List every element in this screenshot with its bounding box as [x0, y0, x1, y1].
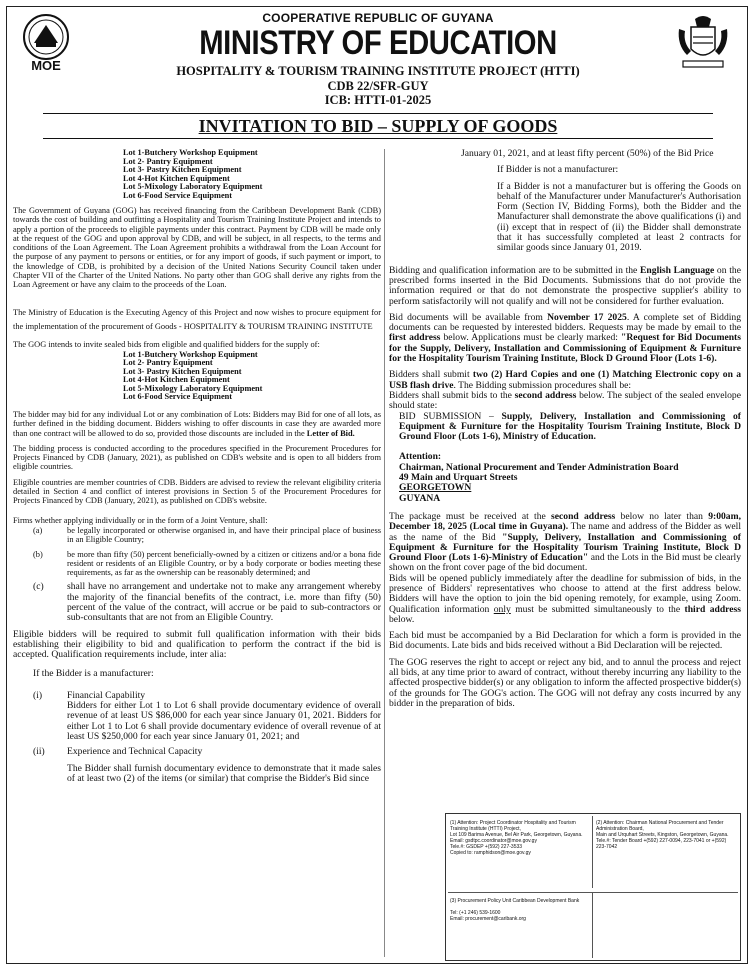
lot-item: Lot 4-Hot Kitchen Equipment	[123, 375, 230, 385]
attention-label: Attention:	[399, 451, 442, 463]
gog-rights-paragraph: The GOG reserves the right to accept or reject any bid, and to annul the process and reject all bids, at any time prior to award of contract, without thereby incurring any liability to the affected prospective bidder(s) or any obligation to inform the affected prospective bidder(s) of the grounds for The GOG's action. The GOG will not defray any costs incurred by any bidder in the preparation of bids.	[389, 656, 741, 709]
lot-item: Lot 3- Pastry Kitchen Equipment	[123, 165, 242, 174]
firms-paragraph: Firms whether applying individually or in the form of a Joint Venture, shall:	[13, 515, 268, 525]
lot-item: Lot 2- Pantry Equipment	[123, 156, 213, 166]
criterion-i	[33, 691, 381, 742]
deadline-text-3: The name and address of the Bidder as well as the name of the Bid	[389, 521, 741, 543]
executing-agency-paragraph: The Ministry of Education is the Executing Agency of this Project and now wishes to procure equipment for the implementation of the procurement of Goods - HOSPITALITY & TOURISM TRAINING INSTITUTE	[13, 307, 381, 331]
deadline-text-2: below no later than	[615, 510, 709, 522]
requirement-a-text: be legally incorporated or otherwise organised in, and have their principal place of business in an Eligible Country;	[67, 525, 381, 545]
requirement-b-text: be more than fifty (50) percent beneficially-owned by a citizen or citizens and/or a bona fide resident or residents of an Eligible Country, or by a body corporate or bodies meeting these requirements, as far as the ownership can be reasonably determined; and	[67, 549, 381, 578]
envelope-subject-text: Supply, Delivery, Installation and Commissioning of Equipment & Furniture for the Hospitality Tourism Training Institute, Block D Ground Floor (Lots 1-6), Ministry of Education.	[399, 410, 741, 443]
requirement-a-mark: (a)	[33, 525, 43, 535]
envelope-subject	[399, 412, 741, 443]
lot-item: Lot 2- Pantry Equipment	[123, 358, 213, 368]
opening-text-3: below.	[389, 613, 415, 625]
copies-text-2: . The Bidding submission procedures shall be:	[453, 379, 632, 391]
opening-text-2: must be submitted simultaneously to the	[510, 603, 685, 615]
bidding-process-paragraph: The bidding process is conducted according to the procedures specified in the Procurement Procedures for Projects Financed by CDB (January, 2021), as published on CDB's website and is open to all bidders from eligible countries.	[13, 443, 381, 472]
lot-item: Lot 6-Food Service Equipment	[123, 190, 233, 200]
copies-text-1: Bidders shall submit	[389, 369, 473, 381]
requirement-a	[33, 526, 381, 545]
submission-paragraph	[389, 391, 741, 412]
invite-paragraph: The GOG intends to invite sealed bids from eligible and qualified bidders for the supply of:	[13, 339, 320, 349]
ministry-title: MINISTRY OF EDUCATION	[199, 24, 557, 62]
notice-header	[7, 7, 748, 117]
project-title: HOSPITALITY & TOURISM TRAINING INSTITUTE PROJECT (HTTI)	[176, 64, 580, 78]
lots-bidding-text: The bidder may bid for any individual Lot or any combination of Lots: Bidders may Bid for one of all lots, as further defined in the bidding document. Bidders wishing to offer discounts in case they are awarded more than one contract will be allowed to do so, provided those discounts are included in the	[13, 409, 381, 438]
lot-item: Lot 6-Food Service Equipment	[123, 392, 233, 402]
financing-paragraph: The Government of Guyana (GOG) has received financing from the Caribbean Development Bank (CDB) towards the cost of building and outfitting a Hospitality and Tourism Training Institute Project and intends to apply a portion of the proceeds to eligible payments under this contract. Payment by CDB will be made only at the request of the GOG and upon approval by CDB, and will be subject, in all respects, to the terms and conditions of the Loan Agreement. The Loan Agreement prohibits a withdrawal from the Loan Account for the purpose of any payment to persons or entities, or for any import of goods, if such payment or import, to the knowledge of CDB, is prohibited by a decision of the United Nations Security Council taken under Chapter VII of the Charter of the United Nations. No party other than GOG shall derive any rights from the Loan Agreement or have any claim to the proceeds of the Loan.	[13, 206, 381, 290]
contact-divider	[448, 892, 738, 893]
letter-of-bid-text: Letter of Bid.	[306, 428, 355, 438]
lots-bidding-paragraph	[13, 410, 381, 438]
tender-notice-page	[6, 6, 748, 964]
contact-second-address	[596, 820, 736, 850]
requirement-c-mark: (c)	[33, 581, 44, 593]
requirement-c	[33, 582, 381, 623]
criterion-ii-mark: (ii)	[33, 746, 45, 758]
coat-of-arms-icon	[673, 15, 733, 73]
contact-title: (3) Procurement Policy Unit Caribbean Development Bank	[450, 898, 580, 904]
opening-paragraph	[389, 574, 741, 625]
non-manufacturer-paragraph: If a Bidder is not a manufacturer but is offering the Goods on behalf of the Manufacturer under Manufacturer's Authorisation Form (Section IV, Bidding Forms), both the Bidder and the Manufacturer shall demonstrate the above qualifications (i) and (ii) except that in respect of (ii) the Bidder shall demonstrate that it has successfully completed at least 2 contracts for similar goods since January 01, 2019.	[497, 180, 741, 254]
documents-paragraph	[389, 313, 741, 364]
criterion-ii-text: The Bidder shall furnish documentary evidence to demonstrate that it made sales of at least two (2) of the items (or similar) that comprise the Bidder's Bid since	[67, 762, 381, 784]
banner-title: INVITATION TO BID – SUPPLY OF GOODS	[198, 116, 558, 136]
criterion-ii	[33, 747, 381, 784]
criterion-ii-title: Experience and Technical Capacity	[67, 746, 203, 758]
contact-phone: Tele.#: Tender Board +(592) 227-0094, 223-7041 or +(592) 223-7042	[596, 838, 727, 850]
documents-text-2: . A complete set of Bidding documents can be requested by interested bidders. Requests may be made by email to the	[389, 311, 742, 334]
lot-item: Lot 1-Butchery Workshop Equipment	[123, 349, 258, 359]
deadline-text-1: The package must be received at the	[389, 510, 552, 522]
republic-line: COOPERATIVE REPUBLIC OF GUYANA	[262, 11, 494, 25]
contact-address: Main and Urquhart Streets, Kingston, Georgetown, Guyana.	[596, 832, 729, 838]
left-column	[13, 149, 381, 789]
submission-text-2: below. The subject of the sealed envelope should state:	[389, 389, 741, 412]
contact-first-address	[450, 820, 590, 856]
opening-third-address: third address	[684, 603, 741, 615]
envelope-subject-label: BID SUBMISSION –	[399, 410, 502, 422]
bid-declaration-paragraph: Each bid must be accompanied by a Bid Declaration for which a form is provided in the Bid documents. Late bids and bids received without a Bid Declaration will be rejected.	[389, 630, 741, 652]
submission-second-address: second address	[514, 389, 577, 401]
contact-divider	[592, 892, 593, 958]
contact-addresses-box	[445, 813, 741, 961]
requirement-b	[33, 550, 381, 578]
submission-text-1: Bidders shall submit bids to the	[389, 389, 515, 401]
criterion-i-title: Financial Capability	[67, 689, 146, 701]
logo-text: MOE	[31, 58, 61, 73]
documents-text-3: below. Applications must be clearly marked:	[440, 332, 622, 344]
language-paragraph	[389, 266, 741, 307]
copies-paragraph	[389, 370, 741, 391]
requirement-b-mark: (b)	[33, 549, 43, 559]
lot-item: Lot 5-Mixology Laboratory Equipment	[123, 383, 263, 393]
copies-emphasis: two (2) Hard Copies and one (1) Matching Electronic copy on a USB flash drive	[389, 369, 742, 391]
right-column	[389, 149, 741, 715]
lot-item: Lot 1-Butchery Workshop Equipment	[123, 148, 258, 157]
lot-list-bottom	[123, 351, 381, 402]
contact-email: Email: procurement@caribank.org	[450, 916, 526, 922]
opening-only: only	[493, 603, 511, 615]
contact-copy: Copied to: ramphidson@moe.gov.gy	[450, 850, 531, 856]
manufacturer-heading: If the Bidder is a manufacturer:	[33, 667, 154, 679]
qualification-paragraph: Eligible bidders will be required to submit full qualification information with their bids establishing their eligibility to bid and qualification to perform the contract if the bid is accepted. Qualification requirements include, inter alia:	[13, 628, 381, 661]
lot-item: Lot 5-Mixology Laboratory Equipment	[123, 182, 263, 191]
experience-continuation: January 01, 2021, and at least fifty percent (50%) of the Bid Price	[461, 148, 714, 159]
attention-line: Chairman, National Procurement and Tender Administration Board	[399, 461, 679, 473]
contact-address: Lot 109 Barima Avenue, Bel Air Park, Georgetown, Guyana.	[450, 832, 583, 838]
icb-reference: ICB: HTTI-01-2025	[324, 93, 432, 107]
attention-line: 49 Main and Urquart Streets	[399, 472, 518, 484]
criterion-i-text: Bidders for either Lot 1 to Lot 6 shall provide documentary evidence of overall revenue of at least US $86,000 for each year since January 01, 2021. Bidders for either Lot 1 to Lot 6 shall provide documentary evidence of overall revenue of at least US $250,000 for each year since January 01, 2021; and	[67, 700, 381, 742]
opening-text-1: Bids will be opened publicly immediately after the deadline for submission of bids, in the presence of Bidders' representatives who choose to attend at the first address below. Bidders will have the option to join the bid opening remotely, for example, using Zoom. Qualification information	[389, 572, 741, 615]
attention-line: GUYANA	[399, 492, 441, 504]
language-emphasis: English Language	[640, 264, 715, 276]
contact-phone: Tele.#: GSDEP +(592) 227-3533	[450, 844, 523, 850]
contact-phone: Tel: (+1 246) 539-1600	[450, 910, 501, 916]
lot-item: Lot 3- Pastry Kitchen Equipment	[123, 366, 242, 376]
documents-date: November 17 2025	[547, 311, 627, 323]
cdb-reference: CDB 22/SFR-GUY	[327, 79, 429, 93]
deadline-datetime: 9:00am, December 18, 2025 (Local time in Guyana).	[389, 510, 741, 533]
contact-email: Email: gsdtpc.coordinator@moe.gov.gy	[450, 838, 537, 844]
requirement-c-text: shall have no arrangement and undertake not to make any arrangement whereby the majority of the financial benefits of the contract, i.e. more than fifty (50) percent of the value of the contract, will accrue or be paid to sub-contractors or sub-consultants that are not from an Eligible Country.	[67, 581, 381, 624]
notice-banner	[43, 113, 713, 139]
contact-title: (2) Attention: Chairman National Procurement and Tender Administration Board,	[596, 820, 724, 832]
language-text-1: Bidding and qualification information are to be submitted in the	[389, 264, 641, 276]
documents-first-address: first address	[389, 332, 441, 344]
column-divider	[384, 149, 385, 957]
contact-divider	[592, 816, 593, 888]
attention-line: GEORGETOWN	[399, 482, 472, 494]
lot-list-top	[123, 149, 381, 200]
lot-item: Lot 4-Hot Kitchen Equipment	[123, 173, 230, 183]
deadline-text-4: and the Lots in the Bid must be clearly shown on the front cover page of the bid document.	[389, 552, 741, 574]
deadline-bid-name: "Supply, Delivery, Installation and Commissioning of Equipment & Furniture for the Hospitality Tourism Training Institute, Block D Ground Floor (Lots 1-6)-Ministry of Education"	[389, 531, 742, 564]
criterion-i-mark: (i)	[33, 689, 43, 701]
non-manufacturer-heading: If Bidder is not a manufacturer:	[497, 164, 619, 176]
documents-request-subject: "Request for Bid Documents for the Supply, Delivery, Installation and Commissioning of Equipment & Furniture for the Hospitality Tourism Training Institute, Block D Ground Floor (Lots 1-6).	[389, 332, 741, 365]
eligible-countries-paragraph: Eligible countries are member countries of CDB. Bidders are advised to review the relevant eligibility criteria detailed in Section 4 and conflict of interest provisions in Section 5 of the Procurement Procedures for Projects Financed by CDB (January, 2021), as published on CDB's website.	[13, 477, 381, 506]
contact-third-address	[450, 898, 590, 922]
contact-title: (1) Attention: Project Coordinator Hospitality and Tourism Training Institute (HTTI) Project,	[450, 820, 576, 832]
deadline-second-address: second address	[551, 510, 616, 522]
attention-block	[399, 452, 741, 503]
documents-text-1: Bid documents will be available from	[389, 311, 548, 323]
language-text-2: on the prescribed forms inserted in the Bid Documents. Submissions that do not provide the information required or that do not demonstrate the prospective supplier's ability to perform satisfactorily will not qualify and will not be considered for further evaluation.	[389, 264, 741, 307]
deadline-paragraph	[389, 512, 741, 574]
